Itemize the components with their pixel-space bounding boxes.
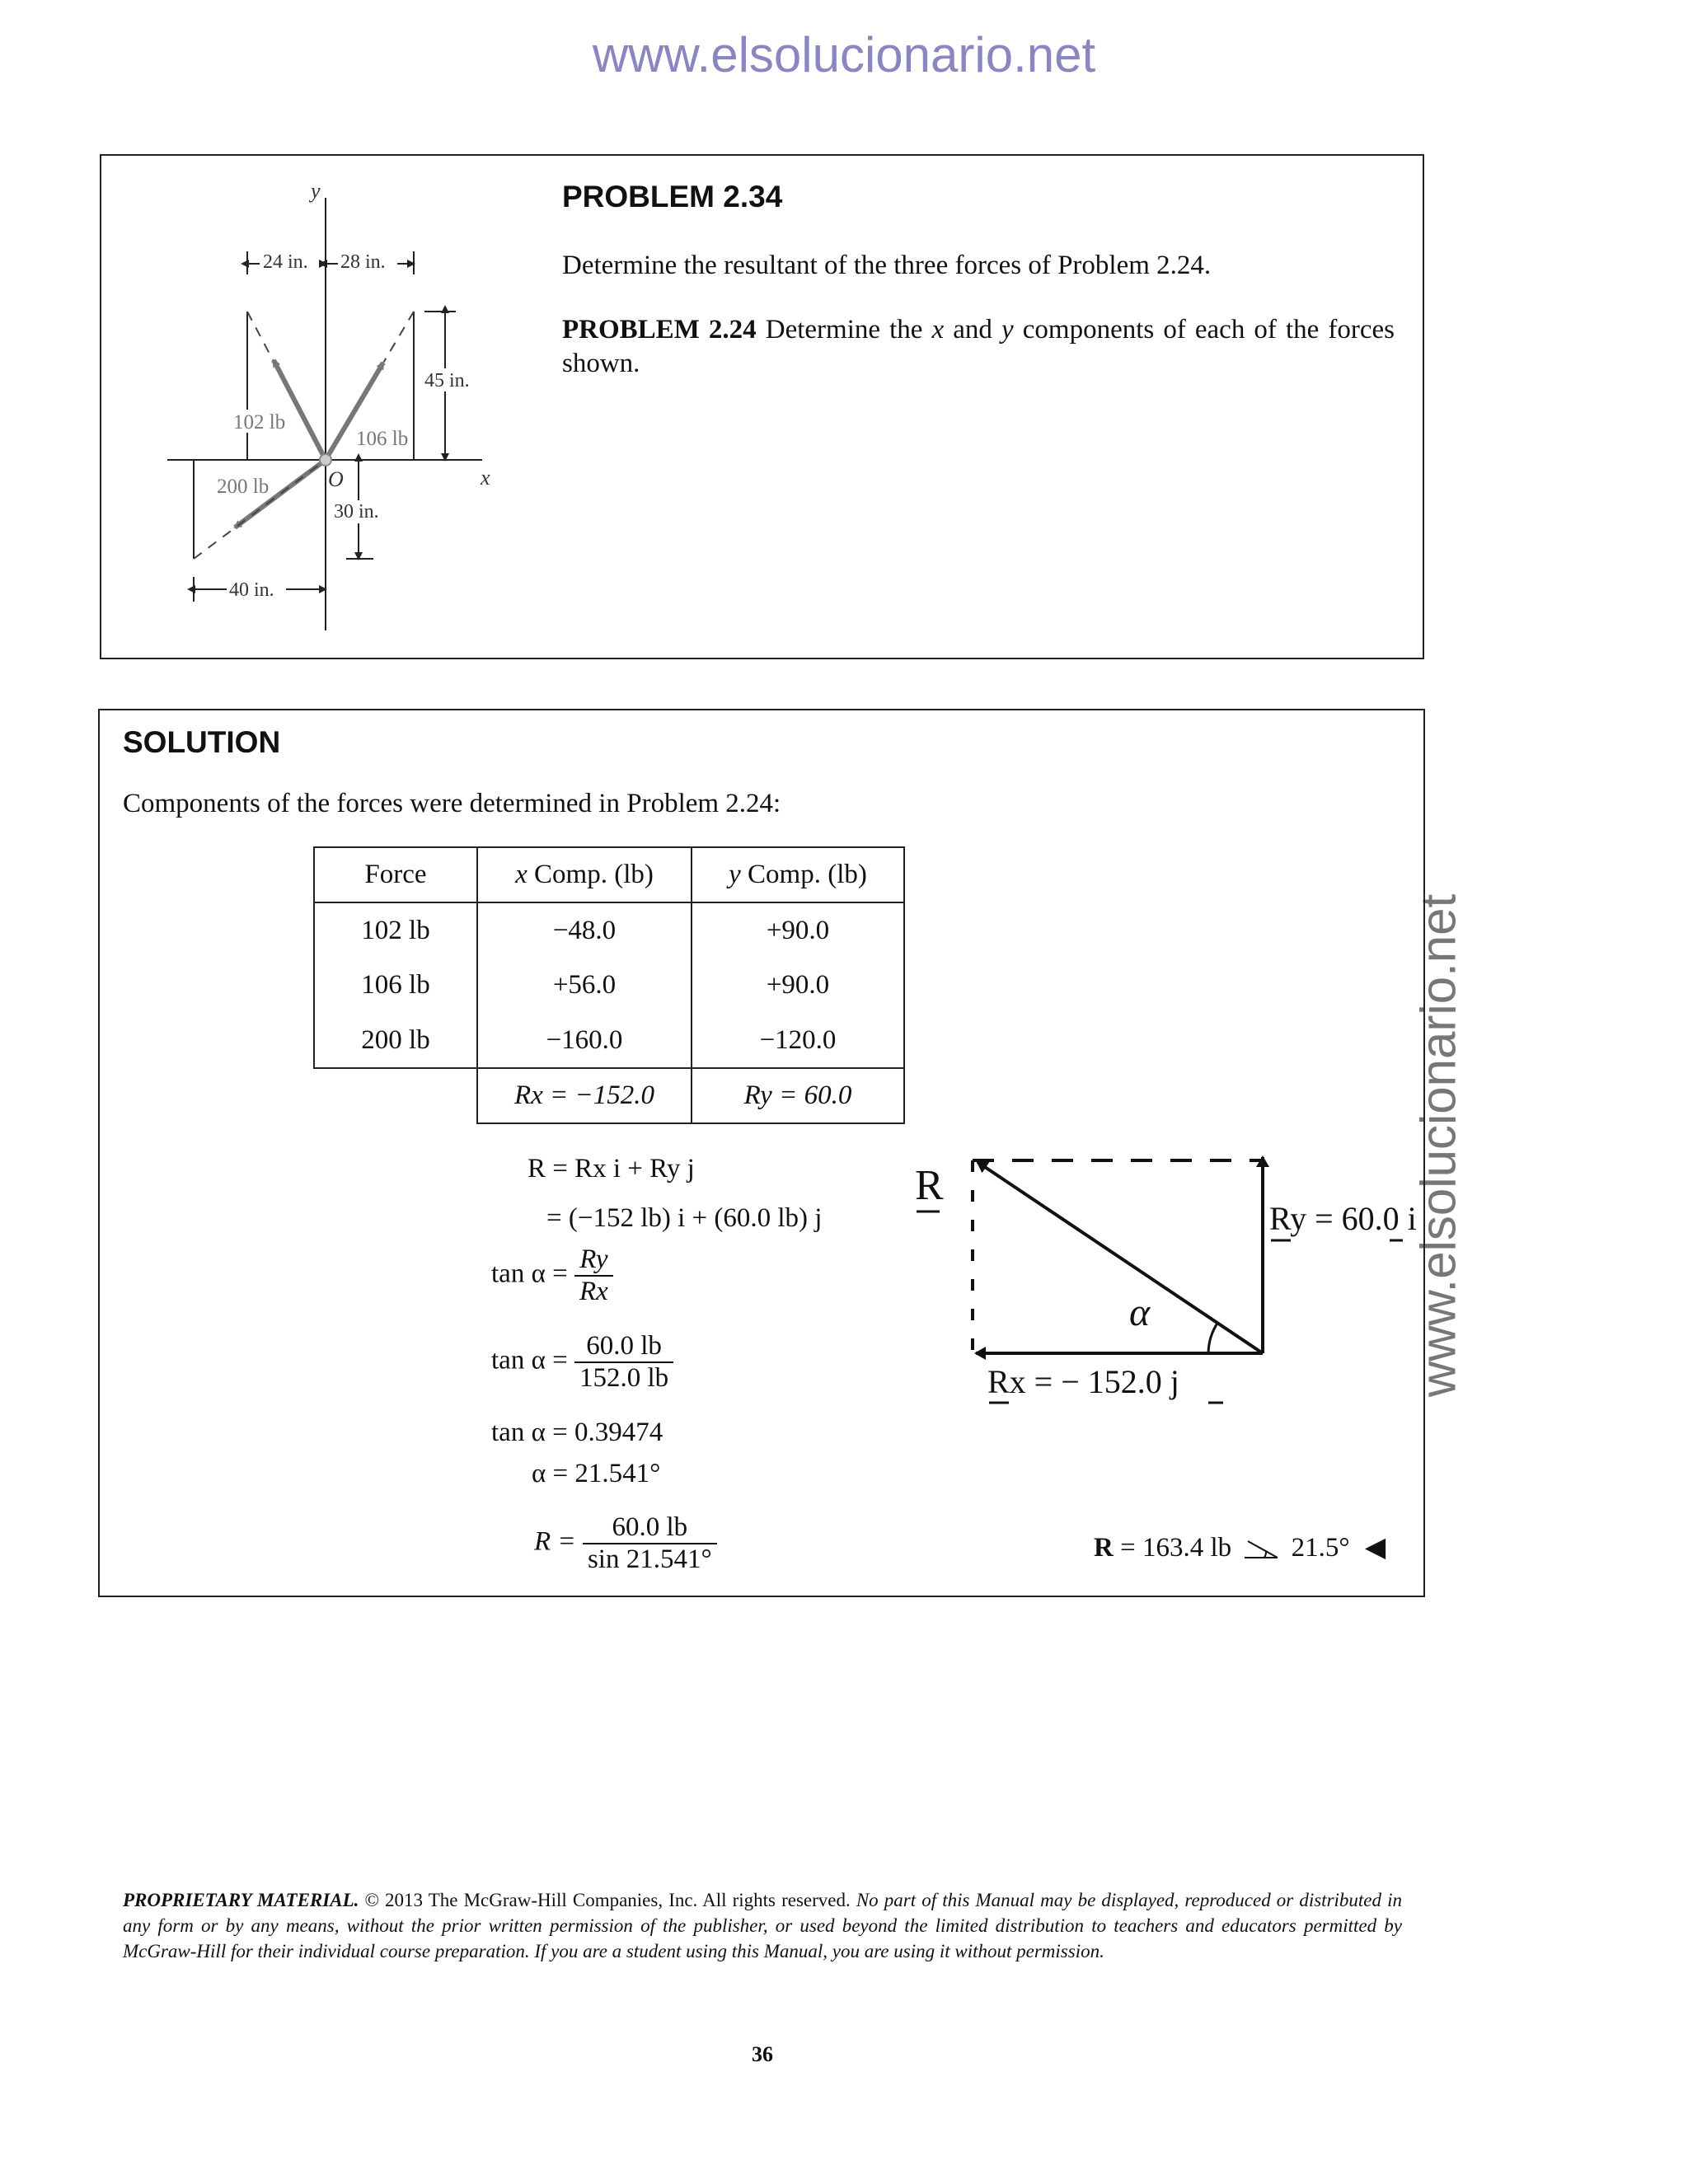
dim-40-label: 40 in.	[229, 579, 274, 601]
reference-title: PROBLEM 2.24	[562, 315, 757, 344]
footer-notice: PROPRIETARY MATERIAL. © 2013 The McGraw-Hill Companies, Inc. All rights reserved. No part of this Manual may be displayed, reproduced or distributed in any form or by any means, without the prior written permission of the publisher, or used beyond the limited distribution to teachers and educators permitted by McGraw-Hill for their individual course preparation. If you are a student using this Manual, you are using it without permission.	[123, 1890, 1402, 1961]
force-diagram	[161, 177, 532, 639]
table-cell: +90.0	[692, 902, 904, 958]
header-force: Force	[314, 847, 477, 902]
equation-tan-ratio: tan α = $\frac{Ry}{Rx}$	[491, 1244, 613, 1307]
components-table	[313, 846, 905, 1124]
watermark-top: www.elsolucionario.net	[592, 27, 1096, 82]
sketch-alpha-label: α	[1129, 1291, 1151, 1334]
header-x-comp: x Comp. (lb)	[477, 847, 692, 902]
table-cell: 200 lb	[314, 1013, 477, 1068]
force-102-label: 102 lb	[233, 411, 286, 434]
dim-45-label: 45 in.	[424, 370, 470, 391]
answer-magnitude-display: = 163.4 lb	[1120, 1533, 1232, 1563]
sum-x-cell: Rx = −152.0	[477, 1068, 692, 1123]
equation-resultant-vector: R = Rx i + Ry j	[528, 1154, 695, 1183]
sketch-r-arrow	[978, 1162, 1263, 1353]
problem-title: PROBLEM 2.34	[562, 180, 783, 213]
origin-point	[320, 454, 331, 466]
equation-magnitude: R = $\frac{60.0 lb}{\sin 21.541^\circ}$	[534, 1512, 717, 1575]
resultant-sketch	[907, 1137, 1442, 1418]
table-cell: +56.0	[477, 958, 692, 1013]
dim-30-label: 30 in.	[334, 501, 379, 523]
angle-symbol-icon	[1243, 1538, 1279, 1561]
final-answer: R = 163.4 lb 21.5° ◀	[1094, 1533, 1386, 1563]
sketch-ry-label: Ry = 60.0 i	[1269, 1200, 1417, 1237]
table-cell: 106 lb	[314, 958, 477, 1013]
table-cell: 102 lb	[314, 902, 477, 958]
equation-alpha: α = 21.541°	[532, 1459, 661, 1488]
table-cell: −120.0	[692, 1013, 904, 1068]
solution-intro: Components of the forces were determined in Problem 2.24:	[123, 789, 781, 818]
sketch-r-label: R	[915, 1162, 944, 1209]
header-y-comp: y Comp. (lb)	[692, 847, 904, 902]
force-106-label: 106 lb	[356, 428, 409, 450]
reference-problem: PROBLEM 2.24 Determine the x and y components of each of the forces shown.	[562, 315, 1395, 378]
table-cell: −160.0	[477, 1013, 692, 1068]
sum-y-cell: Ry = 60.0	[692, 1068, 904, 1123]
table-cell: −48.0	[477, 902, 692, 958]
equation-tan-values: tan α = $\frac{60.0 lb}{152.0 lb}$	[491, 1331, 673, 1394]
sketch-rx-label: Rx = − 152.0 j	[987, 1363, 1179, 1400]
equation-tan-result: tan α = 0.39474	[491, 1418, 663, 1447]
dim-24-label: 24 in.	[263, 251, 308, 273]
page-number: 36	[752, 2042, 773, 2066]
axis-x-label: x	[481, 466, 490, 490]
problem-statement: Determine the resultant of the three forces of Problem 2.24.	[562, 251, 1212, 280]
axis-y-label: y	[311, 179, 321, 203]
watermark-side: www.elsolucionario.net	[1410, 893, 1466, 1398]
answer-end-marker: ◀	[1364, 1533, 1386, 1563]
dim-28-label: 28 in.	[340, 251, 386, 273]
table-cell: +90.0	[692, 958, 904, 1013]
force-200-label: 200 lb	[217, 476, 270, 498]
solution-title: SOLUTION	[123, 725, 281, 759]
answer-angle: 21.5°	[1291, 1533, 1350, 1563]
origin-label: O	[328, 467, 344, 491]
equation-resultant-values: = (−152 lb) i + (60.0 lb) j	[546, 1203, 823, 1233]
sketch-angle-arc	[1208, 1322, 1218, 1353]
